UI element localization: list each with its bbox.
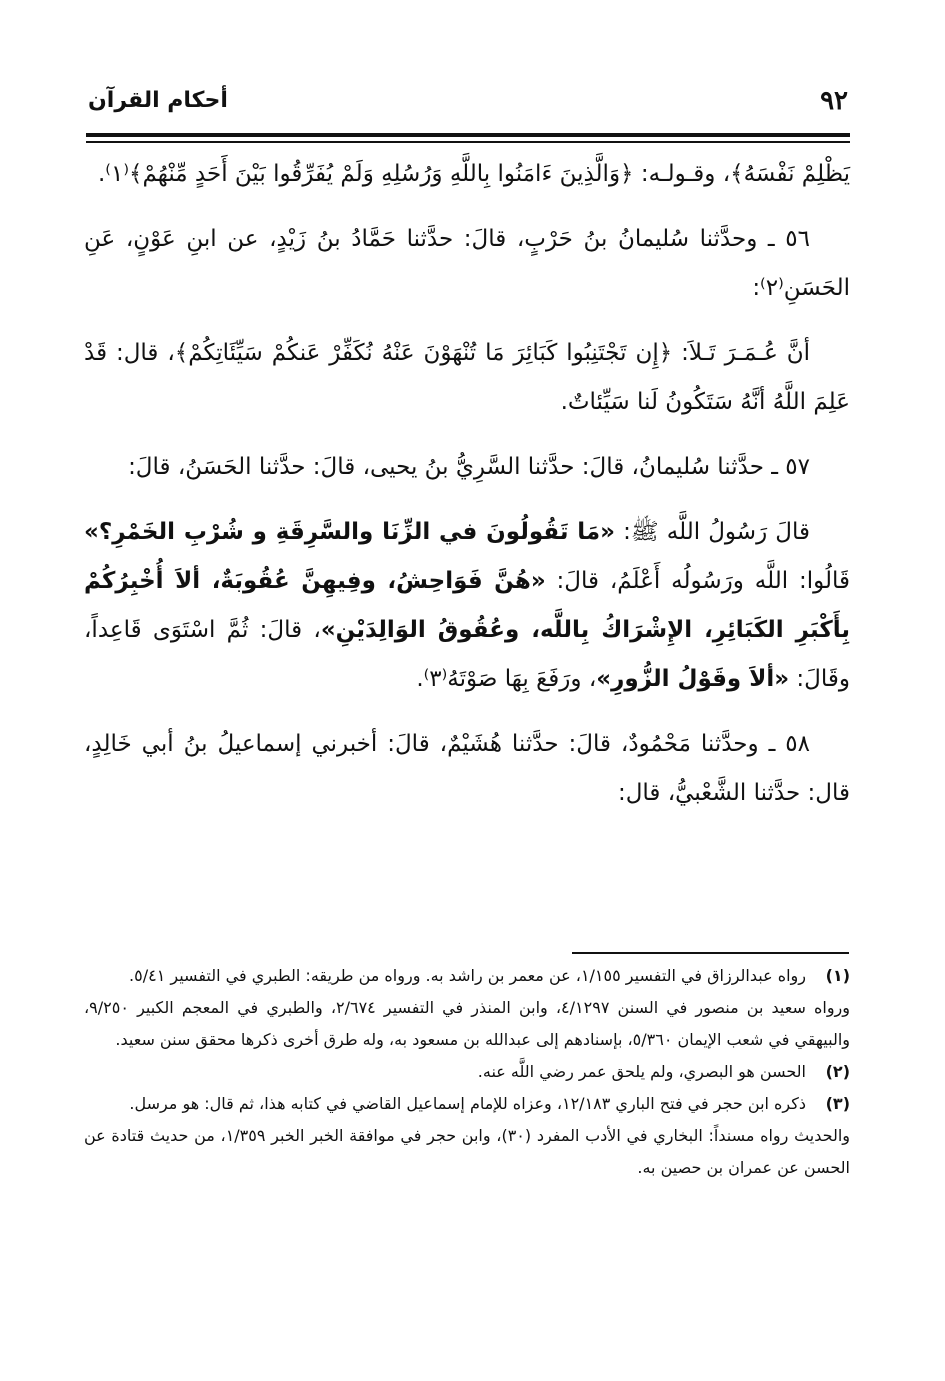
footnote [84,1056,850,1088]
footnote-continuation: والحديث رواه مسنداً: البخاري في الأدب المفرد (٣٠)، وابن حجر في موافقة الخبر الخبر ١/٣٥٩، من حديث قتادة عن الحسن عن عمران بن حصين به. [84,1126,851,1177]
page-number: ٩٢ [820,86,848,116]
paragraph-hadith-56-isnad: ٥٦ ـ وحدَّثنا سُليمانُ بنُ حَرْبٍ، قالَ: حدَّثنا حَمَّادُ بنُ زَيْدٍ، عن ابنِ عَوْنٍ، عَنِ الحَسَنِ⁽٢⁾: [84,226,850,301]
paragraph-hadith-56-matn: أنَّ عُـمَـرَ تَـلاَ: ﴿إِن تَجْتَنِبُوا كَبَائِرَ مَا تُنْهَوْنَ عَنْهُ نُكَفِّرْ عَنكُمْ سَيِّئَاتِكُمْ﴾، قال: قَدْ عَلِمَ اللَّهُ أنَّهُ سَتَكُونُ لَنا سَيِّئاتٌ. [84,340,850,415]
footnote [84,960,850,992]
footnote-text: الحسن هو البصري، ولم يلحق عمر رضي اللَّه عنه. [477,1062,806,1081]
footnote-marker: (١) [825,966,850,985]
footnote-text: ذكره ابن حجر في فتح الباري ١٢/١٨٣، وعزاه للإمام إسماعيل القاضي في كتابه هذا، ثم قال: هو مرسل. [129,1094,806,1113]
footnote-separator [572,952,849,954]
text-run: ، ورَفَعَ بِهَا صَوْتَهُ⁽٣⁾. [416,666,597,692]
footnote-continuation: ورواه سعيد بن منصور في السنن ٤/١٢٩٧، وابن المنذر في التفسير ٢/٦٧٤، والطبري في المعجم الكبير ٩/٢٥٠، والبيهقي في شعب الإيمان ٥/٣٦٠، بإسنادهم إلى عبدالله بن مسعود به، وله طرق أخرى ذكرها محقق سنن سعيد. [84,998,851,1049]
header-rule-thin [86,141,850,143]
footnote [84,1088,850,1120]
footnote-text: رواه عبدالرزاق في التفسير ١/١٥٥، عن معمر بن راشد به. ورواه من طريقه: الطبري في التفسير ٥/٤١. [129,966,806,985]
paragraph-hadith-58-isnad: ٥٨ ـ وحدَّثنا مَحْمُودٌ، قالَ: حدَّثنا هُشَيْمٌ، قالَ: أخبرني إسماعيلُ بنُ أبي خَالِدٍ، قال: حدَّثنا الشَّعْبيُّ، قال: [84,731,850,806]
prophetic-quote: «مَا تَقُولُونَ في الزِّنَا والسَّرِقَةِ و شُرْبِ الخَمْرِ؟» [84,519,615,545]
main-text [84,150,850,834]
text-run: قَالُوا: اللَّه ورَسُولُه أَعْلَمُ، قالَ: [545,568,850,594]
header-rule-thick [86,133,850,137]
paragraph-verse: يَظْلِمْ نَفْسَهُ﴾، وقـولـه: ﴿وَالَّذِينَ ءَامَنُوا بِاللَّهِ وَرُسُلِهِ وَلَمْ يُفَرِّقُوا بَيْنَ أَحَدٍ مِّنْهُمْ﴾⁽١⁾. [97,161,850,187]
footnote-marker: (٢) [825,1062,850,1081]
footnotes [84,960,850,1184]
text-run: قالَ رَسُولُ اللَّه ﷺ: [615,519,810,545]
paragraph-hadith-57-isnad: ٥٧ ـ حدَّثنا سُليمانُ، قالَ: حدَّثنا السَّرِيُّ بنُ يحيى، قالَ: حدَّثنا الحَسَنُ، قالَ: [128,454,810,480]
footnote-marker: (٣) [825,1094,850,1113]
page-header [88,86,848,126]
prophetic-quote: «هُنَّ فَوَاحِشُ، وفِيهِنَّ عُقُوبَةٌ، ألاَ أُخْبِرُكُمْ بِأَكْبَرِ الكَبَائِرِ، الإِشْرَاكُ بِاللَّه، وعُقُوقُ الوَالِدَيْنِ» [84,568,850,643]
text-run: ، قالَ: ثُمَّ اسْتَوَى قَاعِداً، وقَالَ: [84,617,850,692]
paragraph-hadith-57-matn [84,508,850,704]
prophetic-quote: «ألاَ وقَوْلُ الزُّورِ» [596,666,790,692]
running-title: أحكام القرآن [88,88,228,113]
